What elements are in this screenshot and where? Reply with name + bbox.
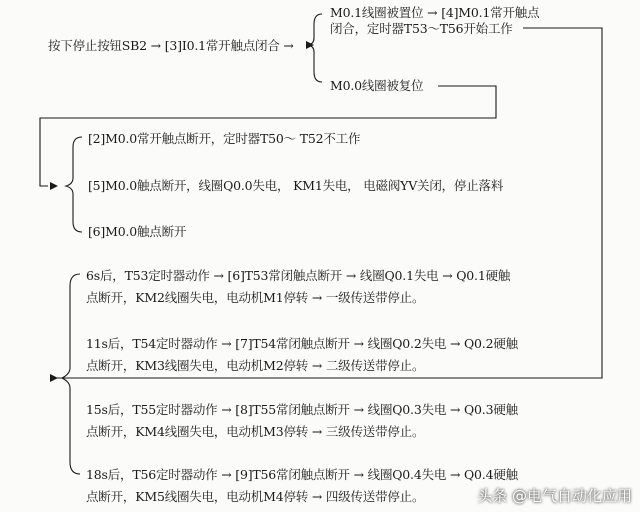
- start-step-text: 按下停止按钮SB2 → [3]I0.1常开触点闭合 →: [48, 38, 294, 53]
- top-branch-line-1: M0.1线圈被置位 → [4]M0.1常开触点: [330, 5, 540, 20]
- top-branch-line-2: 闭合，定时器T53～T56开始工作: [330, 21, 513, 36]
- top-brace: [308, 14, 322, 82]
- group-2-line-2: 点断开，KM3线圈失电，电动机M2停转 → 二级传送带停止。: [86, 358, 425, 373]
- group-1-line-2: 点断开，KM2线圈失电，电动机M1停转 → 一级传送带停止。: [86, 290, 425, 305]
- group-3-line-1: 15s后，T55定时器动作 → [8]T55常闭触点断开 → 线圈Q0.3失电 → Q0.3硬触: [86, 402, 518, 417]
- middle-branch-line-3: [6]M0.0触点断开: [88, 224, 187, 239]
- group-3-line-2: 点断开，KM4线圈失电，电动机M3停转 → 三级传送带停止。: [86, 424, 425, 439]
- group-4-line-2: 点断开，KM5线圈失电，电动机M4停转 → 四级传送带停止。: [86, 489, 425, 504]
- arrow-head-lower: [50, 374, 58, 382]
- middle-branch-line-2: [5]M0.0触点断开，线圈Q0.0失电， KM1失电， 电磁阀YV关闭，停止落料: [88, 178, 504, 193]
- watermark-text: 头条 @电气自动化应用: [477, 487, 632, 505]
- group-4-line-1: 18s后，T56定时器动作 → [9]T56常闭触点断开 → 线圈Q0.4失电 → Q0.4硬触: [86, 467, 518, 482]
- lower-brace: [62, 274, 80, 474]
- middle-brace: [66, 137, 82, 232]
- connector-timers: [52, 28, 602, 378]
- middle-branch-line-1: [2]M0.0常开触点断开，定时器T50～ T52不工作: [88, 131, 361, 146]
- group-1-line-1: 6s后，T53定时器动作 → [6]T53常闭触点断开 → 线圈Q0.1失电 → Q0.1硬触: [86, 268, 511, 283]
- arrow-head-middle: [50, 182, 58, 190]
- group-2-line-1: 11s后，T54定时器动作 → [7]T54常闭触点断开 → 线圈Q0.2失电 → Q0.2硬触: [86, 336, 518, 351]
- top-branch-line-3: M0.0线圈被复位: [330, 78, 424, 93]
